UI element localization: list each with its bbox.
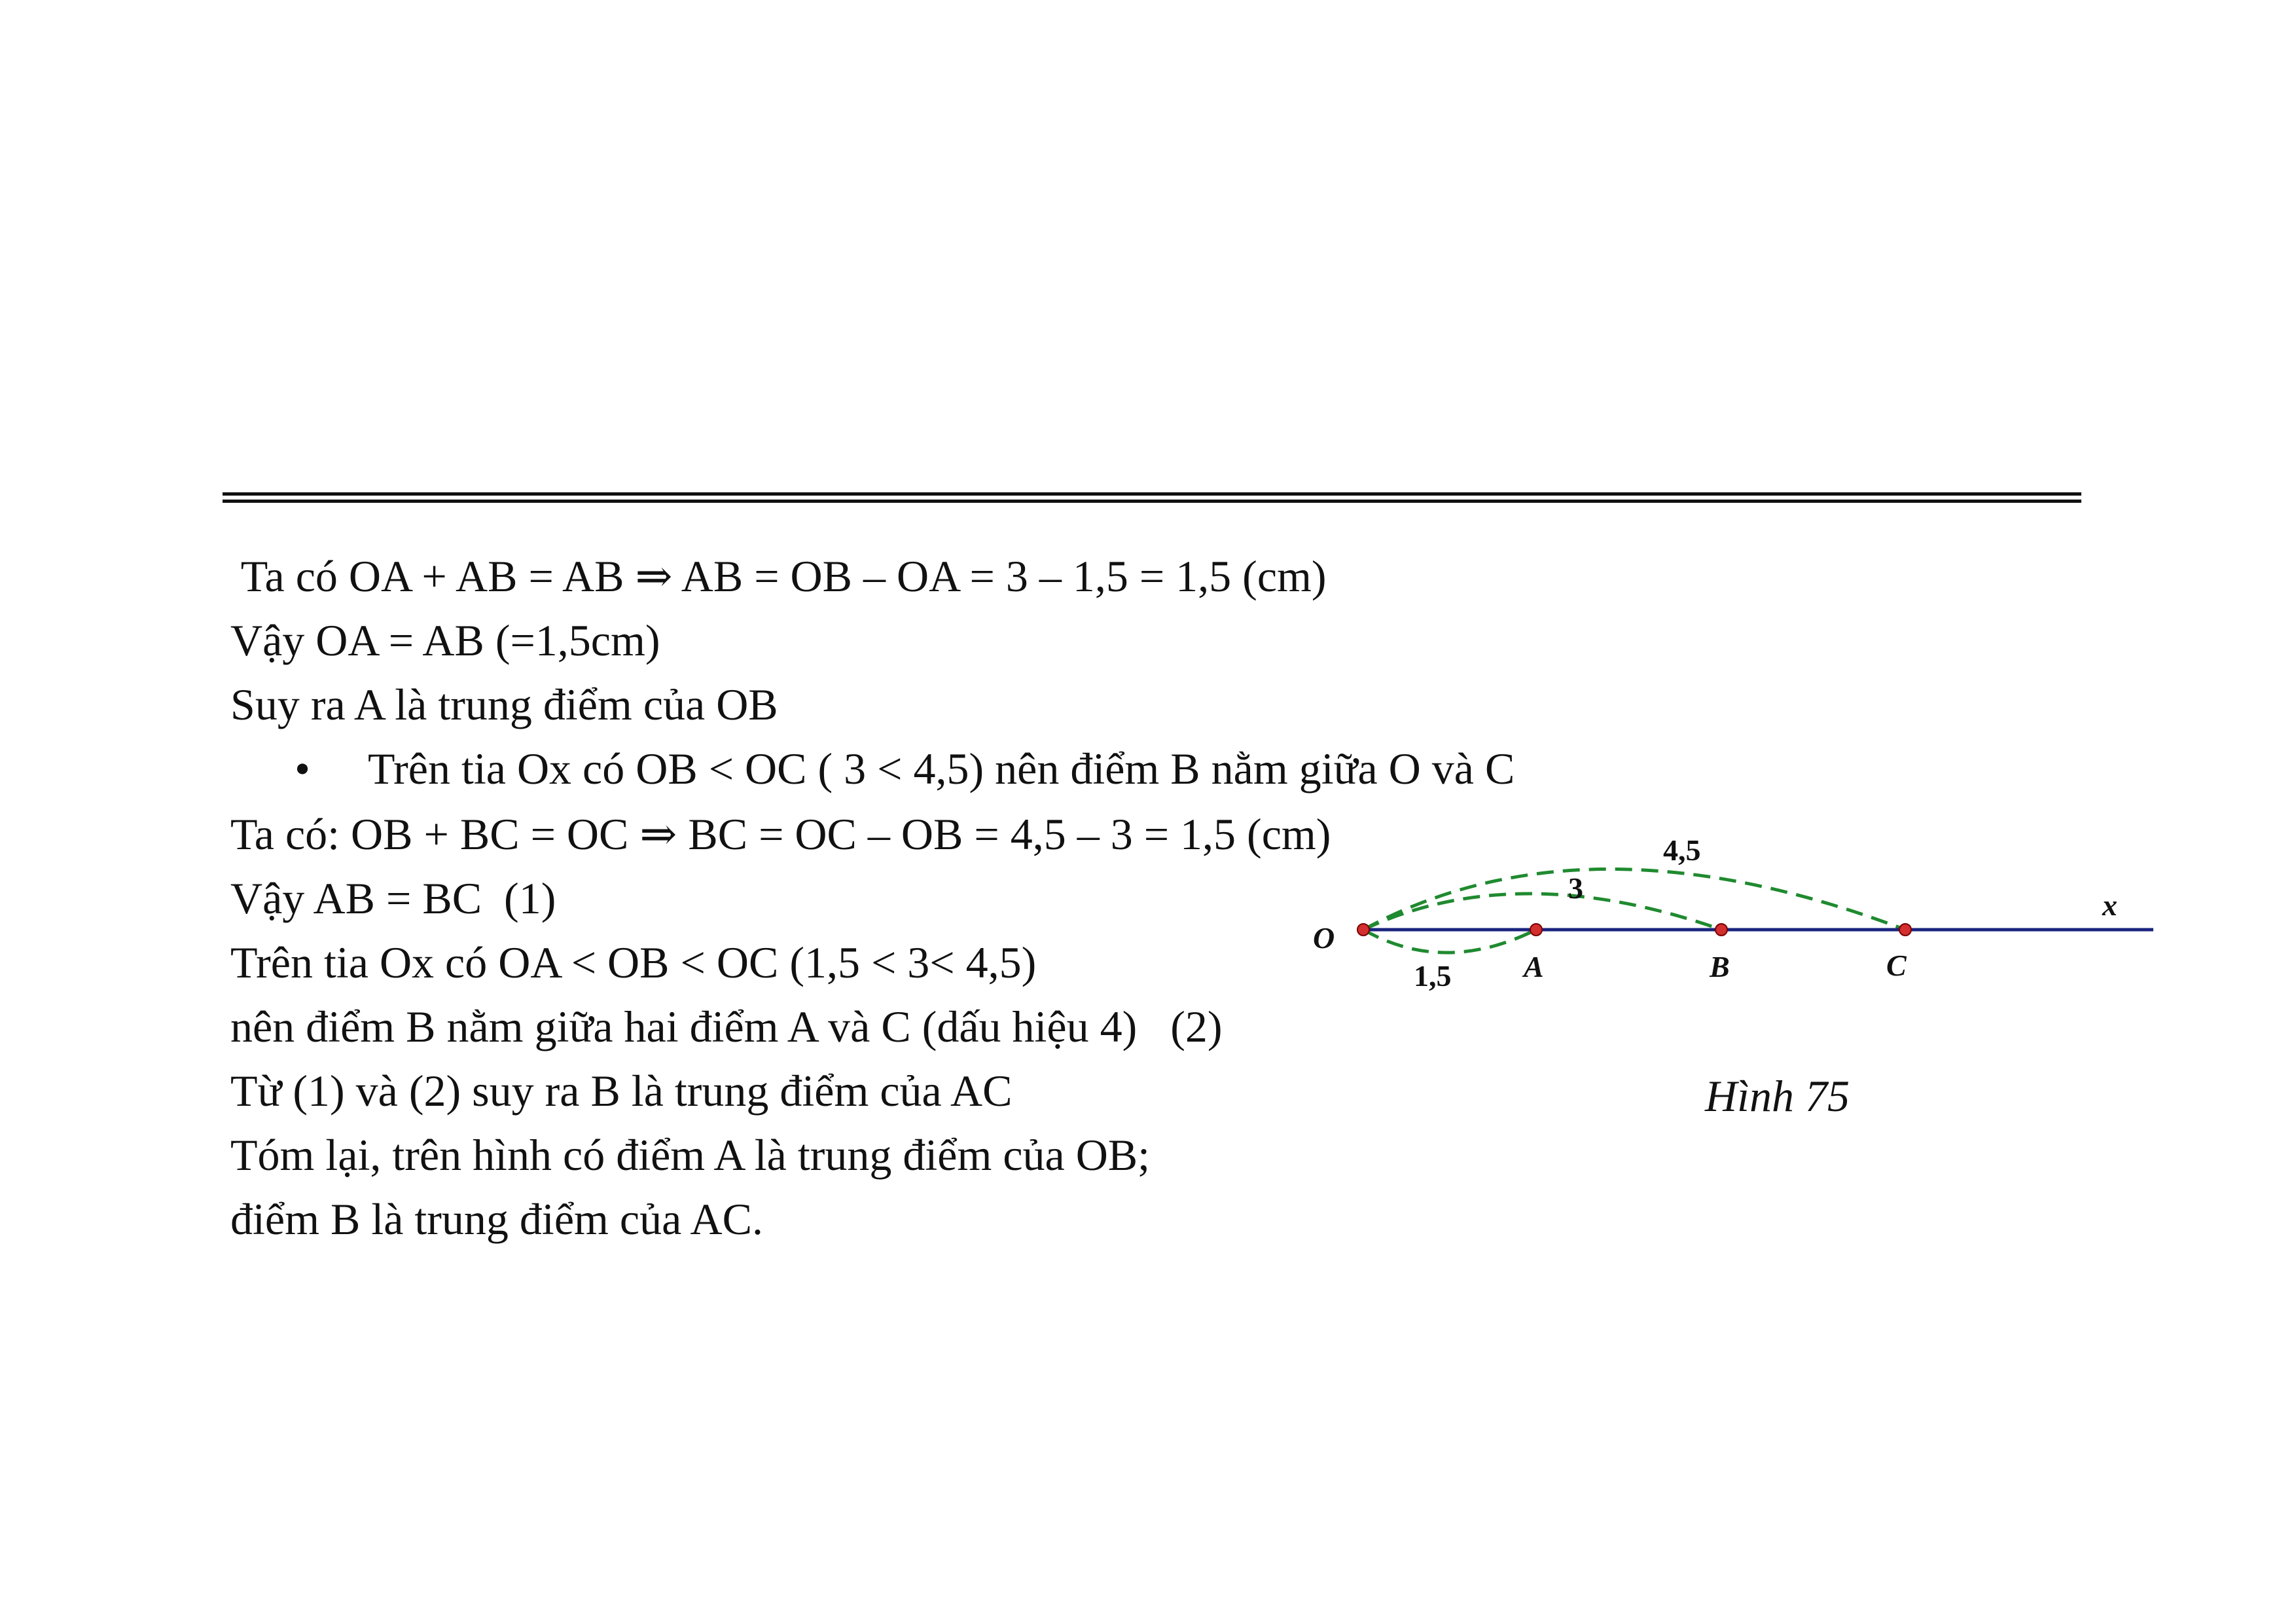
label-c: C <box>1886 949 1907 982</box>
label-b: B <box>1710 950 1730 983</box>
point-c <box>1899 924 1911 936</box>
text-line-6: Vậy AB = BC (1) <box>230 873 556 923</box>
text-line-10: Tóm lại, trên hình có điểm A là trung điểm của OB; <box>230 1130 1151 1180</box>
text-line-3: Suy ra A là trung điểm của OB <box>230 680 778 729</box>
bullet-text: Trên tia Ox có OB < OC ( 3 < 4,5) nên điểm B nằm giữa O và C <box>368 744 1515 793</box>
bullet-icon: • <box>295 744 310 793</box>
arc-ob <box>1363 894 1721 930</box>
label-a: A <box>1524 950 1544 983</box>
point-o <box>1357 924 1369 936</box>
label-x: x <box>2102 888 2117 922</box>
text-line-1: Ta có OA + AB = AB ⇒ AB = OB – OA = 3 – 1,5 = 1,5 (cm) <box>230 551 1327 601</box>
measure-oa: 1,5 <box>1414 959 1452 993</box>
measure-oc: 4,5 <box>1663 833 1701 867</box>
text-line-9: Từ (1) và (2) suy ra B là trung điểm của AC <box>230 1066 1013 1116</box>
text-line-11: điểm B là trung điểm của AC. <box>230 1194 763 1244</box>
arc-oa <box>1363 930 1536 953</box>
text-line-5: Ta có: OB + BC = OC ⇒ BC = OC – OB = 4,5 – 3 = 1,5 (cm) <box>230 809 1331 859</box>
label-o: O <box>1313 921 1335 955</box>
point-b <box>1715 924 1727 936</box>
point-a <box>1530 924 1542 936</box>
arc-oc <box>1363 869 1905 930</box>
text-line-7: Trên tia Ox có OA < OB < OC (1,5 < 3< 4,5) <box>230 938 1037 987</box>
measure-ob: 3 <box>1568 871 1583 905</box>
figure-caption: Hình 75 <box>1705 1071 1850 1121</box>
text-line-8: nên điểm B nằm giữa hai điểm A và C (dấu hiệu 4) (2) <box>230 1002 1223 1051</box>
text-line-2: Vậy OA = AB (=1,5cm) <box>230 615 660 665</box>
